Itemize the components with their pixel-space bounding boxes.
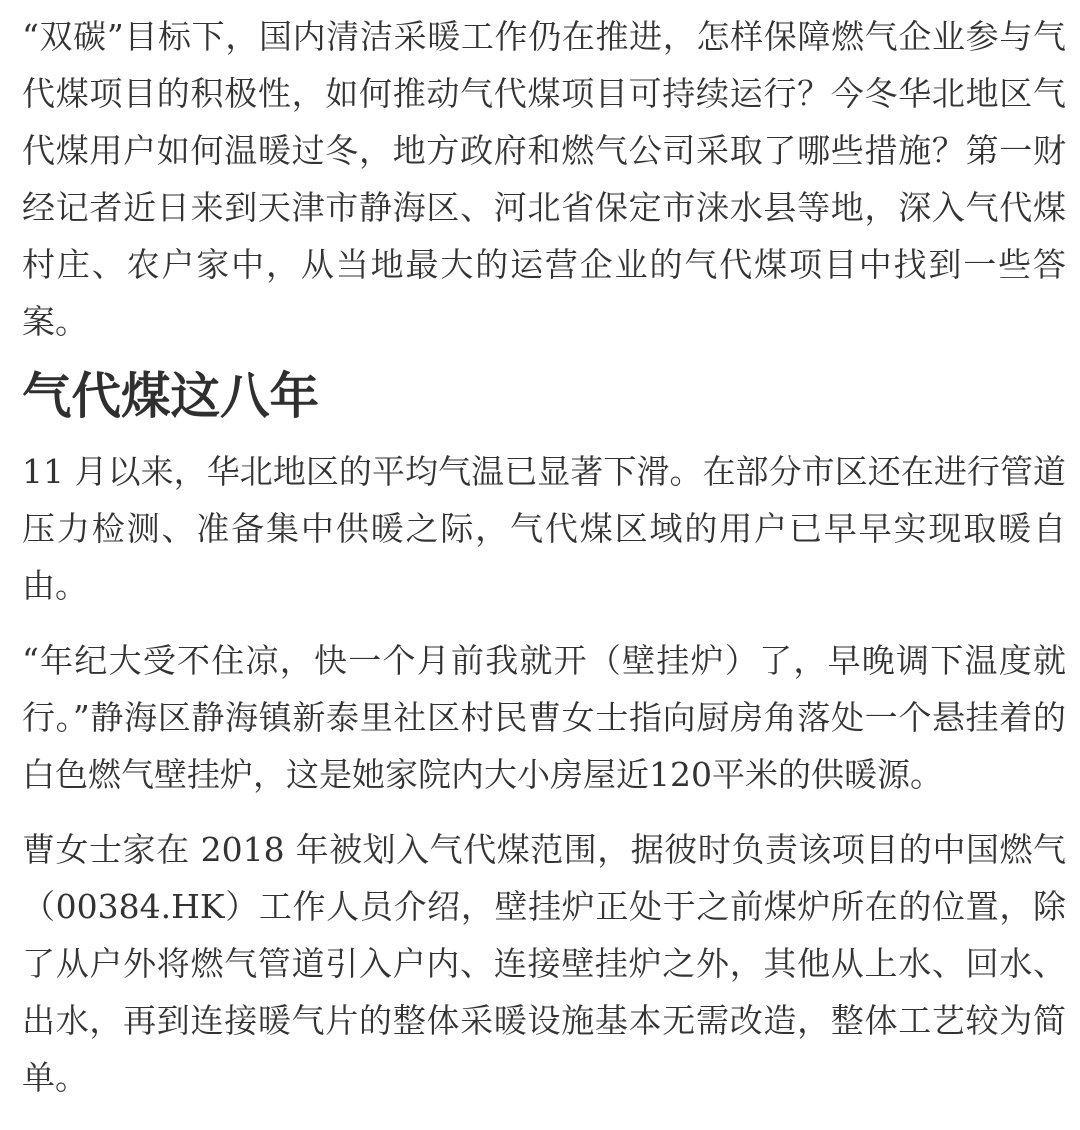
- paragraph-project-details: 曹女士家在 2018 年被划入气代煤范围，据彼时负责该项目的中国燃气（00384.HK）工作人员介绍，壁挂炉正处于之前煤炉所在的位置，除了从户外将燃气管道引入户内、连接壁挂炉之外，其他从上水、回水、出水，再到连接暖气片的整体采暖设施基本无需改造，整体工艺较为简单。: [22, 830, 1066, 1097]
- article-body: [22, 8, 1066, 1124]
- section-heading: 气代煤这八年: [22, 367, 319, 425]
- paragraph-temperature: 11 月以来，华北地区的平均气温已显著下滑。在部分市区还在进行管道压力检测、准备集中供暖之际，气代煤区域的用户已早早实现取暖自由。: [22, 452, 1066, 605]
- intro-paragraph: “双碳”目标下，国内清洁采暖工作仍在推进，怎样保障燃气企业参与气代煤项目的积极性，如何推动气代煤项目可持续运行？今冬华北地区气代煤用户如何温暖过冬，地方政府和燃气公司采取了哪些措施？第一财经记者近日来到天津市静海区、河北省保定市涞水县等地，深入气代煤村庄、农户家中，从当地最大的运营企业的气代煤项目中找到一些答案。: [22, 17, 1066, 341]
- paragraph-resident-quote: “年纪大受不住凉，快一个月前我就开（壁挂炉）了，早晚调下温度就行。”静海区静海镇新泰里社区村民曹女士指向厨房角落处一个悬挂着的白色燃气壁挂炉，这是她家院内大小房屋近120平米的供暖源。: [22, 641, 1066, 794]
